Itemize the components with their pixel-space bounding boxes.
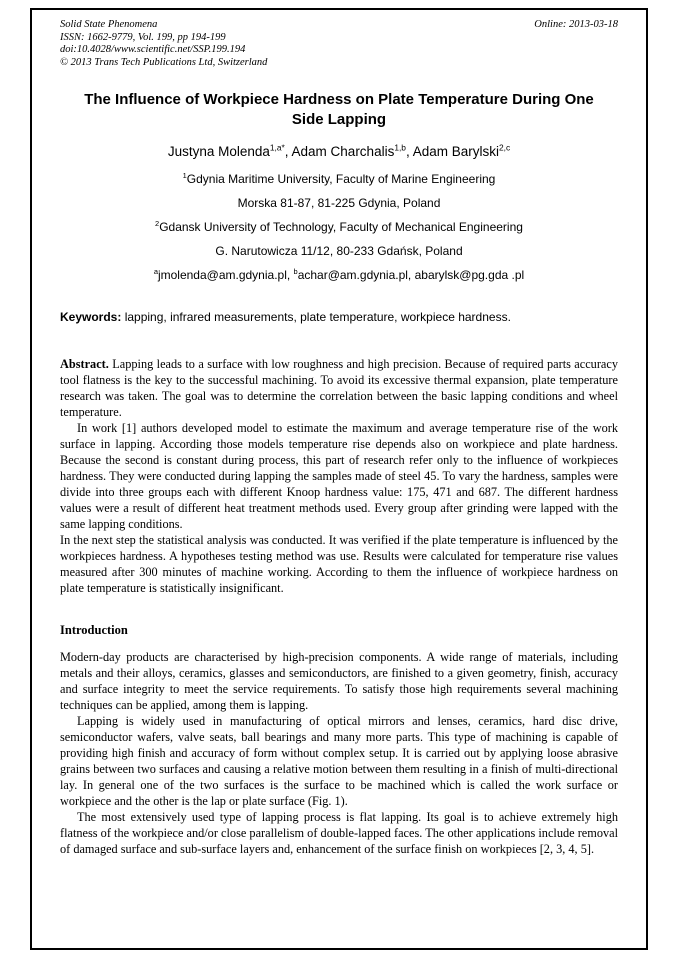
abstract-label: Abstract. (60, 357, 113, 371)
abstract-paragraph-1 (60, 356, 618, 420)
affiliation-2 (60, 220, 618, 235)
introduction-paragraph-2: Lapping is widely used in manufacturing of optical mirrors and lenses, ceramics, hard disc drive, semiconductor wafers, valve seats, ball bearings and many more parts. This type of machining is capable of providing high finish and accuracy of form without complex setup. It is carried out by applying loose abrasive grains between two surfaces and causing a relative motion between them resulting in a finish of multi-directional lay. In general one of the two surfaces is the surface to be machined which is called the work surface or workpiece and the other is the lap or plate surface (Fig. 1). (60, 714, 618, 808)
author-separator: , (405, 144, 413, 159)
introduction-section (60, 622, 618, 857)
author-1 (168, 144, 292, 159)
email-1: jmolenda@am.gdynia.pl, (157, 268, 294, 282)
author-3-name: Adam Barylski (412, 144, 499, 159)
keywords-text: lapping, infrared measurements, plate temperature, workpiece hardness. (121, 310, 511, 324)
publication-header-row (60, 19, 618, 32)
section-heading-introduction: Introduction (60, 623, 128, 637)
abstract-paragraph-1-text: Lapping leads to a surface with low roughness and high precision. Because of required parts accuracy tool flatness is the key to the successful machining. To avoid its excessive thermal expansion, plate temperature research was taken. The goal was to determine the correlation between the basic lapping conditions and wheel temperature. (60, 357, 618, 419)
online-date: Online: 2013-03-18 (534, 19, 618, 30)
affiliation-1-address-text: Morska 81-87, 81-225 Gdynia, Poland (237, 196, 441, 210)
affiliation-1 (60, 172, 618, 187)
affiliation-1-superscript: 1 (182, 171, 187, 180)
issn-volume-line: ISSN: 1662-9779, Vol. 199, pp 194-199 (60, 31, 226, 43)
email-1-superscript: a (153, 267, 158, 276)
author-2-superscript: 1,b (394, 142, 406, 153)
keywords-line (60, 310, 618, 325)
author-2-name: Adam Charchalis (291, 144, 395, 159)
introduction-paragraph-1: Modern-day products are characterised by high-precision components. A wide range of materials, including metals and their alloys, ceramics, glasses and semiconductors, are finished to a given geometry, finish, accuracy and surface integrity to meet the service requirements. To satisfy those high requirements several machining techniques can be applied, among them is lapping. (60, 650, 618, 712)
affiliation-1-text: Gdynia Maritime University, Faculty of Marine Engineering (186, 172, 496, 186)
affiliation-1-address (60, 196, 618, 211)
affiliation-2-text: Gdansk University of Technology, Faculty of Mechanical Engineering (159, 220, 523, 234)
email-2-superscript: b (293, 267, 298, 276)
author-separator: , (284, 144, 292, 159)
author-3 (413, 144, 510, 159)
email-2: achar@am.gdynia.pl, (297, 268, 415, 282)
copyright-line: © 2013 Trans Tech Publications Ltd, Switzerland (60, 56, 268, 68)
author-emails-line (60, 268, 618, 283)
abstract-paragraph-2: In work [1] authors developed model to estimate the maximum and average temperature rise of the work surface in lapping. According those models temperature rise depends also on workpiece and plate hardness. Because the second is constant during process, this part of research refer only to the influence of workpieces hardness. They were conducted during lapping the samples made of steel 45. To vary the hardness, samples were divide into three groups each with different Knoop hardness value: 175, 471 and 687. The different hardness values were a result of different heat treatment methods used. Every group after grinding were lapped with the same lapping conditions. (60, 421, 618, 531)
paper-title: The Influence of Workpiece Hardness on Plate Temperature During One Side Lapping (84, 91, 594, 128)
abstract-paragraph-3: In the next step the statistical analysis was conducted. It was verified if the plate temperature is influenced by the workpieces hardness. A hypotheses testing method was use. Results were calculated for temperature rise values measured after 300 minutes of machine working. According to them the influence of workpiece hardness on plate temperature is statistically insignificant. (60, 533, 618, 595)
keywords-label: Keywords: (60, 310, 122, 324)
journal-name: Solid State Phenomena (60, 19, 158, 30)
page-border-frame (30, 8, 648, 950)
author-3-superscript: 2,c (499, 142, 511, 153)
abstract-section (60, 356, 618, 596)
affiliation-2-address (60, 244, 618, 259)
authors-line (60, 143, 618, 160)
publication-header (60, 19, 618, 69)
author-1-superscript: 1,a* (269, 142, 285, 153)
affiliation-2-address-text: G. Narutowicza 11/12, 80-233 Gdańsk, Poland (215, 244, 463, 258)
doi-line: doi:10.4028/www.scientific.net/SSP.199.194 (60, 44, 246, 55)
author-1-name: Justyna Molenda (167, 144, 270, 159)
introduction-paragraph-3: The most extensively used type of lapping process is flat lapping. Its goal is to achieve extremely high flatness of the workpiece and/or close parallelism of double-lapped faces. The other applications include removal of damaged surface and sub-surface layers and, enhancement of the surface finish on workpieces [2, 3, 4, 5]. (60, 810, 618, 856)
email-3: abarylsk@pg.gda .pl (414, 268, 525, 282)
author-2 (292, 144, 413, 159)
affiliation-2-superscript: 2 (155, 219, 160, 228)
